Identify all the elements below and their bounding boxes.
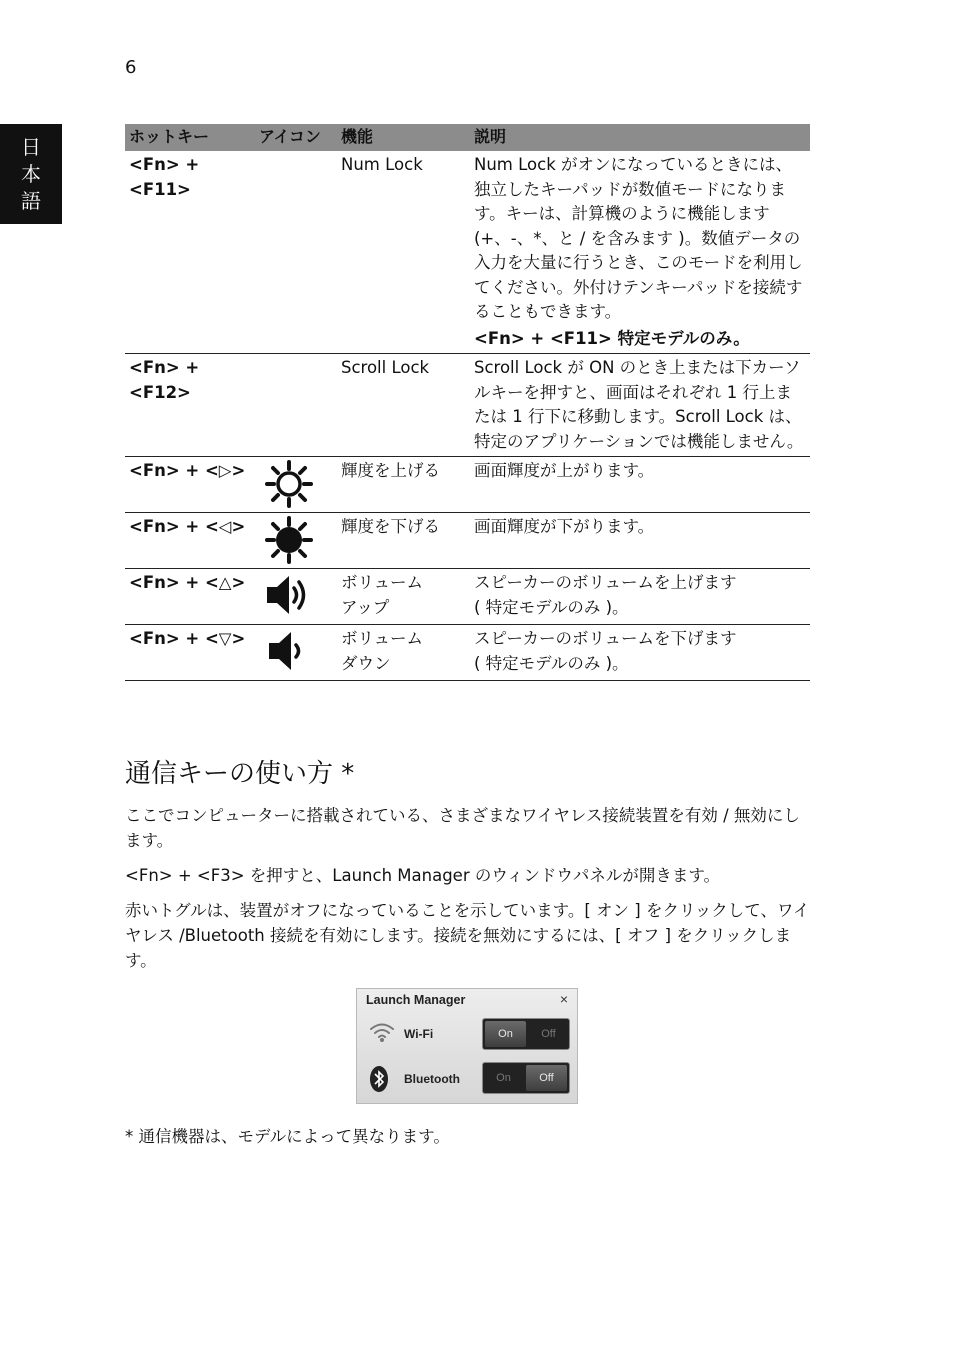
header-icon: アイコン xyxy=(255,124,337,151)
icon-cell xyxy=(255,569,337,625)
footnote: * 通信機器は、モデルによって異なります。 xyxy=(125,1127,450,1146)
close-icon[interactable]: × xyxy=(559,991,568,1007)
icon-cell xyxy=(255,625,337,681)
language-tab-char: 語 xyxy=(21,188,41,213)
bluetooth-off-option[interactable]: Off xyxy=(526,1065,567,1091)
table-row xyxy=(125,151,810,354)
wifi-label: Wi-Fi xyxy=(404,1027,434,1041)
brightness-up-icon xyxy=(263,459,315,509)
table-row xyxy=(125,513,810,569)
table-row xyxy=(125,569,810,625)
bluetooth-label: Bluetooth xyxy=(404,1072,460,1086)
hotkey-cell: <Fn> + <▷> xyxy=(125,457,255,513)
icon-cell xyxy=(255,457,337,513)
table-row xyxy=(125,457,810,513)
hotkey-cell: <Fn> + <◁> xyxy=(125,513,255,569)
volume-down-icon xyxy=(263,627,315,675)
language-tab xyxy=(0,124,62,224)
description-cell: Scroll Lock が ON のとき上または下カーソルキーを押すと、画面はそれぞれ 1 行上または 1 行下に移動します。Scroll Lock は、特定のアプリケーションでは機能しません。 xyxy=(470,354,810,457)
table-row xyxy=(125,625,810,681)
bluetooth-toggle[interactable] xyxy=(482,1062,570,1094)
description-cell: 画面輝度が下がります。 xyxy=(470,513,810,569)
hotkey-cell: <Fn> + <▽> xyxy=(125,625,255,681)
page-number: 6 xyxy=(125,57,137,78)
launch-manager-title: Launch Manager xyxy=(366,993,466,1007)
language-tab-char: 日 xyxy=(21,134,41,159)
model-note: <Fn> + <F11> 特定モデルのみ。 xyxy=(474,328,750,348)
section-title: 通信キーの使い方 * xyxy=(125,759,355,789)
description-cell: 画面輝度が上がります。 xyxy=(470,457,810,513)
bluetooth-on-option[interactable]: On xyxy=(496,1072,511,1084)
wifi-icon xyxy=(369,1021,395,1043)
language-tab-char: 本 xyxy=(21,161,41,186)
launch-manager-panel xyxy=(356,988,578,1104)
wifi-toggle[interactable] xyxy=(482,1018,570,1050)
wifi-on-option[interactable]: On xyxy=(485,1021,526,1047)
function-cell: ボリューム ダウン xyxy=(337,625,470,681)
description-cell xyxy=(470,151,810,354)
header-function: 機能 xyxy=(337,124,470,151)
intro-paragraph: ここでコンピューターに搭載されている、さまざまなワイヤレス接続装置を有効 / 無効にします。 xyxy=(125,806,800,850)
header-hotkey: ホットキー xyxy=(125,124,255,151)
description-text: Num Lock がオンになっているときには、独立したキーパッドが数値モードになります。キーは、計算機のように機能します (+、-、*、と / を含みます )。数値データの入力を大量に行うとき、このモードを利用してください。外付けテンキーパッドを接続することもできます。 xyxy=(474,155,803,321)
function-cell: Num Lock xyxy=(337,151,470,354)
volume-up-icon xyxy=(263,571,315,619)
hotkey-cell: <Fn> + <F11> xyxy=(125,151,255,354)
bluetooth-icon xyxy=(369,1065,389,1093)
table-header-row xyxy=(125,124,810,151)
hotkey-table xyxy=(125,124,810,681)
function-cell: Scroll Lock xyxy=(337,354,470,457)
shortcut-paragraph: <Fn> + <F3> を押すと、Launch Manager のウィンドウパネルが開きます。 xyxy=(125,866,721,885)
hotkey-cell: <Fn> + <△> xyxy=(125,569,255,625)
icon-cell xyxy=(255,151,337,354)
wifi-off-option[interactable]: Off xyxy=(541,1028,556,1040)
description-cell: スピーカーのボリュームを上げます ( 特定モデルのみ )。 xyxy=(470,569,810,625)
icon-cell xyxy=(255,354,337,457)
icon-cell xyxy=(255,513,337,569)
table-row xyxy=(125,354,810,457)
toggle-paragraph: 赤いトグルは、装置がオフになっていることを示しています。[ オン ] をクリックして、ワイヤレス /Bluetooth 接続を有効にします。接続を無効にするには、[ オフ ] をクリックします。 xyxy=(125,901,810,970)
function-cell: ボリューム アップ xyxy=(337,569,470,625)
header-description: 説明 xyxy=(470,124,810,151)
description-cell: スピーカーのボリュームを下げます ( 特定モデルのみ )。 xyxy=(470,625,810,681)
function-cell: 輝度を上げる xyxy=(337,457,470,513)
function-cell: 輝度を下げる xyxy=(337,513,470,569)
hotkey-cell: <Fn> + <F12> xyxy=(125,354,255,457)
brightness-down-icon xyxy=(263,515,315,565)
